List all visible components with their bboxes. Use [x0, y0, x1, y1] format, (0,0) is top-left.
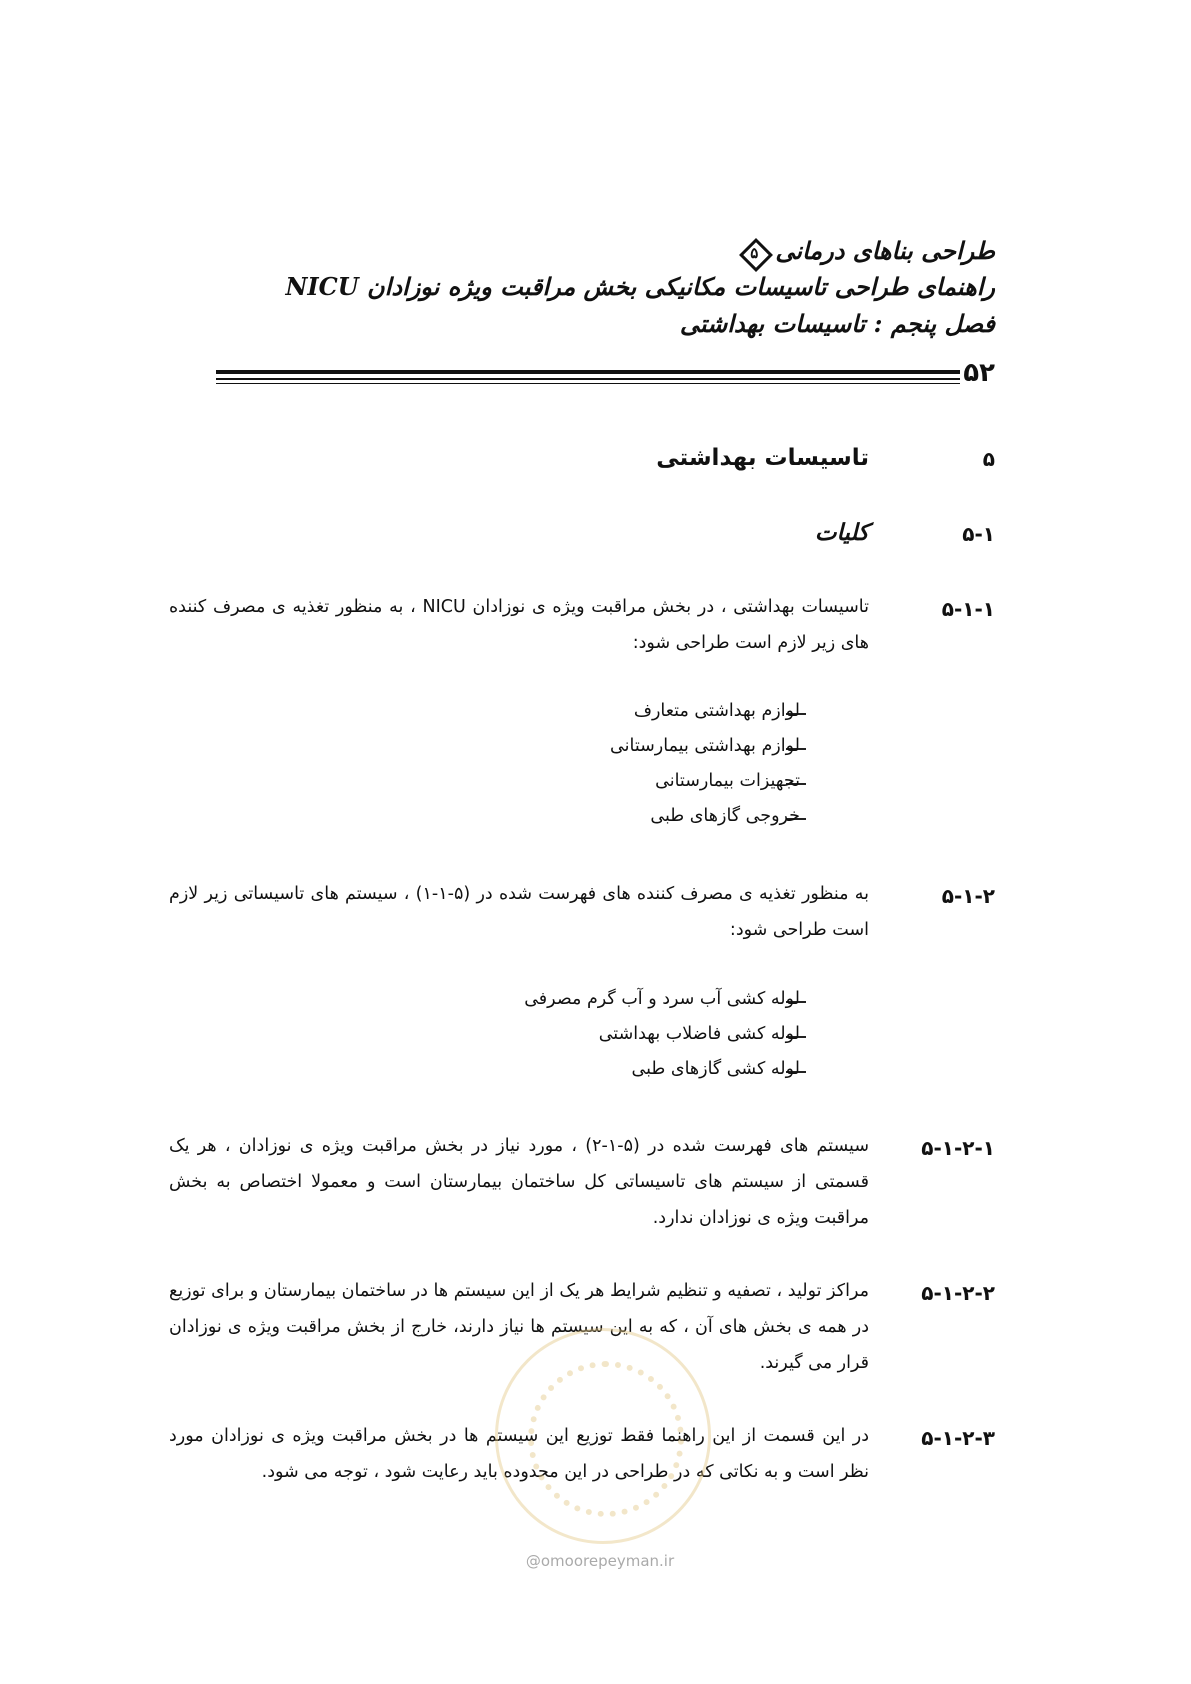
header-book-title-text: طراحی بناهای درمانی: [775, 236, 995, 265]
list-item: لوازم بهداشتی بیمارستانی: [610, 736, 800, 756]
list-item: لوله کشی فاضلاب بهداشتی: [598, 1024, 800, 1044]
page-number: ۵۲: [963, 358, 995, 388]
header-guide-title: راهنمای طراحی تاسیسات مکانیکی بخش مراقبت ویژه نوزادان NICU: [285, 272, 995, 301]
clause-text: سیستم های فهرست شده در (۵-۱-۲) ، مورد نیاز در بخش مراقبت ویژه ی نوزادان ، هر یک قسمتی از سیستم های تاسیساتی کل ساختمان بیمارستان است و معمولا اختصاص به بخش مراقبت ویژه ی نوزادان ندارد.: [169, 1136, 870, 1228]
clause-number: ۵-۱-۲-۳: [921, 1426, 995, 1450]
header-rule-medium: [216, 378, 960, 380]
header-rule-thin: [216, 383, 960, 384]
subsection-title: کلیات: [814, 519, 869, 546]
clause-number: ۵-۱-۲: [941, 884, 995, 908]
clause-number: ۵-۱-۲-۲: [921, 1281, 995, 1305]
watermark-site-text: omoorepeyman.ir: [540, 1552, 675, 1570]
watermark-seal-icon: [495, 1328, 711, 1544]
clause-number: ۵-۱-۲-۱: [921, 1136, 995, 1160]
header-rule-thick: [216, 370, 960, 374]
clause-text: مراکز تولید ، تصفیه و تنظیم شرایط هر یک از این سیستم ها در ساختمان بیمارستان و برای توزیع در همه ی بخش های آن ، که به این سیستم ها نیاز دارند، خارج از بخش مراقبت ویژه ی نوزادان قرار می گیرند.: [169, 1281, 869, 1373]
list-item: خروجی گازهای طبی: [650, 806, 800, 826]
volume-badge-number: ۵: [750, 243, 759, 262]
section-number: ۵: [982, 447, 995, 471]
list-item: تجهیزات بیمارستانی: [655, 771, 800, 791]
list-item: لوازم بهداشتی متعارف: [633, 701, 800, 721]
list-item: لوله کشی گازهای طبی: [631, 1059, 800, 1079]
clause-number: ۵-۱-۱: [941, 597, 995, 621]
header-chapter-title: فصل پنجم : تاسیسات بهداشتی: [679, 309, 995, 338]
clause-text: در این قسمت از این راهنما فقط توزیع این سیستم ها در بخش مراقبت ویژه ی نوزادان مورد نظر است و به نکاتی که در طراحی در این محدوده باید رعایت شود ، توجه می شود.: [169, 1426, 869, 1482]
clause-text: به منظور تغذیه ی مصرف کننده های فهرست شده در (۵-۱-۱) ، سیستم های تاسیساتی زیر لازم است طراحی شود:: [169, 884, 869, 940]
volume-badge-icon: [739, 238, 769, 268]
list-item: لوله کشی آب سرد و آب گرم مصرفی: [524, 989, 800, 1009]
subsection-number: ۵-۱: [962, 522, 995, 546]
clause-text: تاسیسات بهداشتی ، در بخش مراقبت ویژه ی نوزادان NICU ، به منظور تغذیه ی مصرف کننده های زیر لازم است طراحی شود:: [169, 597, 870, 653]
watermark-site: @omoorepeyman.ir: [525, 1552, 675, 1570]
header-book-title: [739, 236, 995, 268]
section-title: تاسیسات بهداشتی: [656, 445, 869, 471]
